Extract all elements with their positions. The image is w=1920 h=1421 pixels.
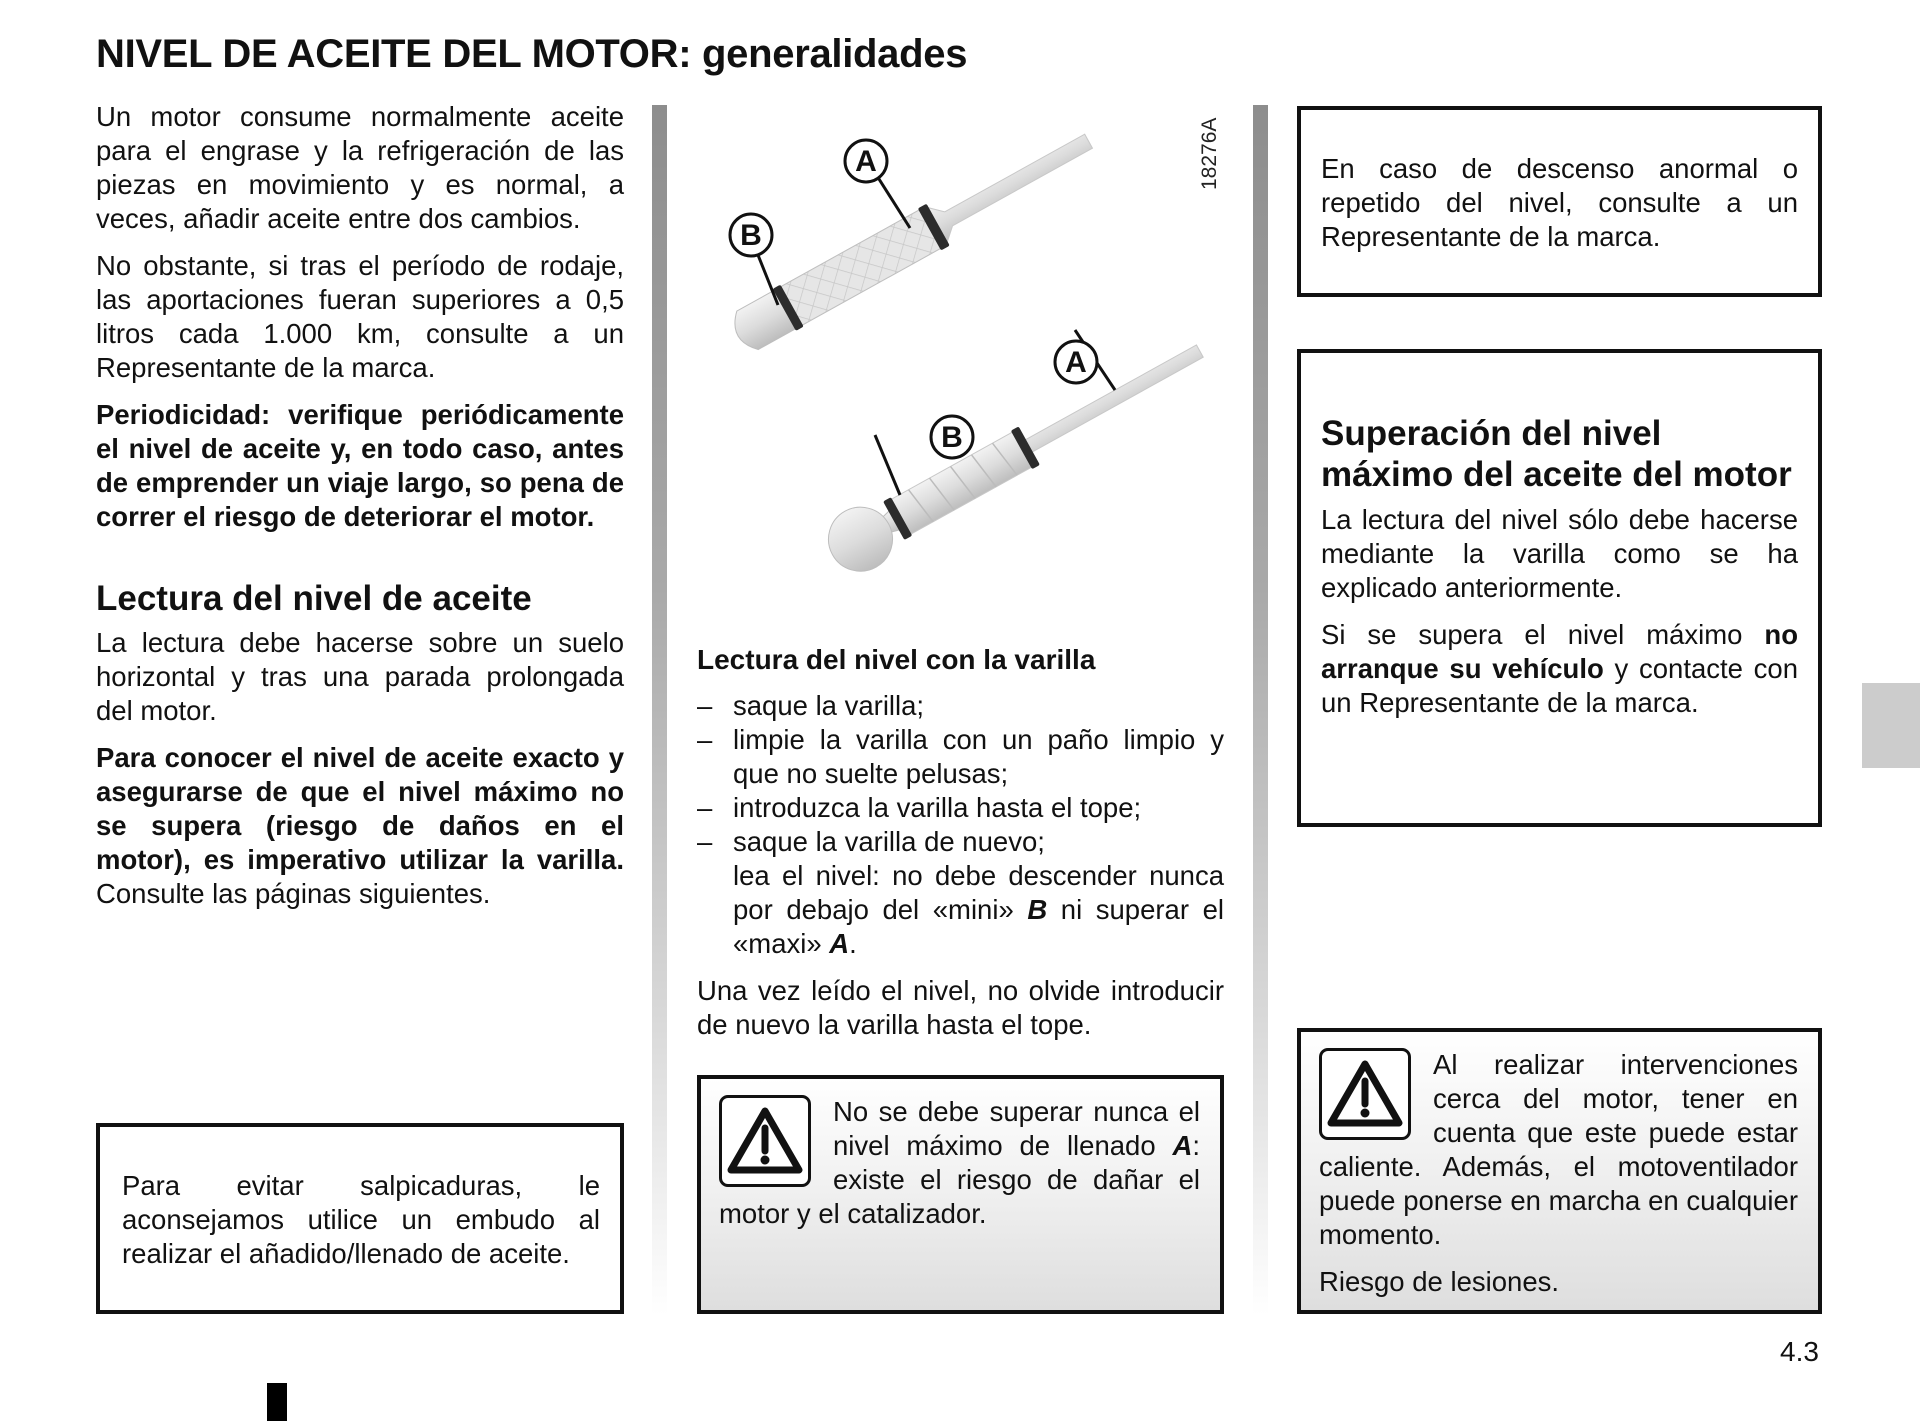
abnormal-drop-box [1297,106,1822,297]
overfill-warning-text: No se debe superar nunca el nivel máximo de llenado A: existe el riesgo de dañar el motor y el catalizador. [719,1096,1200,1229]
svg-text:A: A [855,145,877,178]
section-heading-reading: Lectura del nivel de aceite [96,579,532,618]
label-a-bottom [1055,341,1097,383]
dipstick-paragraph-rest: Consulte las páginas siguientes. [96,878,491,909]
column-divider-right [1253,105,1268,1315]
step-item: – limpie la varilla con un paño limpio y que no suelte pelusas; [697,724,1224,789]
left-column [96,100,624,924]
label-b-top [730,214,772,256]
warning-triangle-icon [1319,1048,1411,1140]
figure-code: 18276A [1198,117,1221,190]
intro-paragraph: Un motor consume normalmente aceite para el engrase y la refrigeración de las piezas en movimiento y es normal, a veces, añadir aceite entre dos cambios. [96,101,624,234]
hot-engine-warning-box [1297,1028,1822,1314]
consumption-paragraph: No obstante, si tras el período de rodaje, las aportaciones fueran superiores a 0,5 litros cada 1.000 km, consulte a un Representante de la marca. [96,250,624,383]
page-title [96,30,967,78]
dipstick-flat-type [726,120,1100,356]
max-level-heading: Superación del nivel máximo del aceite del motor [1321,414,1792,494]
warning-triangle-icon [719,1095,811,1187]
label-a-top [845,140,887,182]
injury-risk-text: Riesgo de lesiones. [1319,1266,1560,1297]
step-item: – introduzca la varilla hasta el tope; [697,792,1142,823]
max-level-exceeded-box [1297,349,1822,827]
dipstick-steps-list [697,689,1224,961]
max-level-paragraph-1: La lectura del nivel sólo debe hacerse mediante la varilla como se ha explicado anteriormente. [1321,504,1798,603]
page-title-rest: generalidades [691,32,968,76]
label-b-bottom [931,416,973,458]
reinsert-paragraph: Una vez leído el nivel, no olvide introducir de nuevo la varilla hasta el tope. [697,975,1224,1040]
svg-text:B: B [941,421,963,454]
funnel-tip-box [96,1123,624,1314]
funnel-tip-text: Para evitar salpicaduras, le aconsejamos utilice un embudo al realizar el añadido/llenado de aceite. [122,1170,600,1269]
dipstick-paragraph [96,741,624,911]
overfill-warning-box [697,1075,1224,1314]
column-divider-left [652,105,667,1315]
periodicity-paragraph: Periodicidad: verifique periódicamente el nivel de aceite y, en todo caso, antes de emprender un viaje largo, so pena de correr el riesgo de deteriorar el motor. [96,399,624,532]
chapter-thumb-tab [1862,683,1920,768]
crop-mark [267,1383,287,1421]
svg-text:A: A [1065,346,1087,379]
hot-engine-warning-text: Al realizar intervenciones cerca del motor, tener en cuenta que este puede estar caliente. Además, el motoventilador puede ponerse en marcha en cualquier momento. [1319,1049,1798,1250]
step-item: – saque la varilla; [697,690,925,721]
section-heading-dipstick: Lectura del nivel con la varilla [697,644,1096,675]
dipstick-paragraph-bold: Para conocer el nivel de aceite exacto y asegurarse de que el nivel máximo no se supera (riesgo de daños en el motor), es imperativo utilizar la varilla. [96,742,624,875]
page-title-caps: NIVEL DE ACEITE DEL MOTOR: [96,32,692,76]
max-level-paragraph-2: Si se supera el nivel máximo no arranque su vehículo y contacte con un Representante de la marca. [1321,619,1798,718]
svg-text:B: B [740,219,762,252]
dipstick-illustration [700,105,1220,595]
abnormal-drop-text: En caso de descenso anormal o repetido del nivel, consulte a un Representante de la marca. [1321,153,1798,252]
step-item: – saque la varilla de nuevo; [697,826,1045,857]
reading-paragraph: La lectura debe hacerse sobre un suelo horizontal y tras una parada prolongada del motor. [96,627,624,726]
middle-column [697,643,1224,1055]
step-item-continuation: lea el nivel: no debe descender nunca por debajo del «mini» B ni superar el «maxi» A. [733,860,1224,959]
page-number: 4.3 [1780,1336,1819,1367]
dipstick-ball-type [817,323,1215,583]
